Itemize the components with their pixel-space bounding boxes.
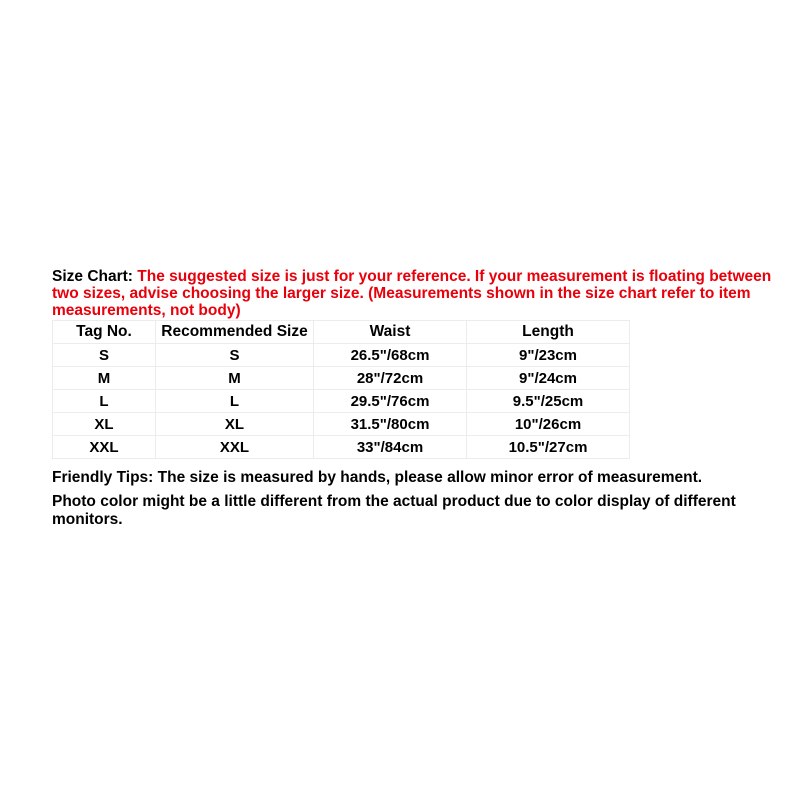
cell-tag-no: XXL	[53, 436, 156, 459]
cell-length: 10.5"/27cm	[467, 436, 630, 459]
size-chart-label: Size Chart:	[52, 268, 133, 285]
table-row	[53, 413, 630, 436]
cell-length: 9"/24cm	[467, 367, 630, 390]
cell-recommended-size: XL	[156, 413, 314, 436]
cell-waist: 33"/84cm	[314, 436, 467, 459]
table-row	[53, 344, 630, 367]
header-length: Length	[467, 321, 630, 344]
size-chart-intro	[52, 268, 772, 319]
size-chart-section	[52, 268, 772, 535]
cell-recommended-size: XXL	[156, 436, 314, 459]
table-row	[53, 436, 630, 459]
tips-line-measurement: Friendly Tips: The size is measured by hands, please allow minor error of measurement.	[52, 469, 703, 486]
table-row	[53, 390, 630, 413]
cell-length: 9.5"/25cm	[467, 390, 630, 413]
table-row	[53, 367, 630, 390]
cell-tag-no: XL	[53, 413, 156, 436]
cell-waist: 26.5"/68cm	[314, 344, 467, 367]
cell-waist: 28"/72cm	[314, 367, 467, 390]
cell-waist: 29.5"/76cm	[314, 390, 467, 413]
cell-waist: 31.5"/80cm	[314, 413, 467, 436]
header-waist: Waist	[314, 321, 467, 344]
cell-length: 9"/23cm	[467, 344, 630, 367]
table-header-row	[53, 321, 630, 344]
cell-tag-no: L	[53, 390, 156, 413]
friendly-tips	[52, 469, 772, 529]
size-chart-note: The suggested size is just for your reference. If your measurement is floating between two sizes, advise choosing the larger size. (Measurements shown in the size chart refer to item measurements, not body)	[52, 268, 772, 319]
header-tag-no: Tag No.	[53, 321, 156, 344]
tips-line-color: Photo color might be a little different from the actual product due to color display of different monitors.	[52, 493, 736, 528]
size-table	[52, 320, 630, 459]
cell-tag-no: M	[53, 367, 156, 390]
cell-length: 10"/26cm	[467, 413, 630, 436]
cell-recommended-size: S	[156, 344, 314, 367]
cell-recommended-size: L	[156, 390, 314, 413]
cell-recommended-size: M	[156, 367, 314, 390]
header-recommended-size: Recommended Size	[156, 321, 314, 344]
cell-tag-no: S	[53, 344, 156, 367]
